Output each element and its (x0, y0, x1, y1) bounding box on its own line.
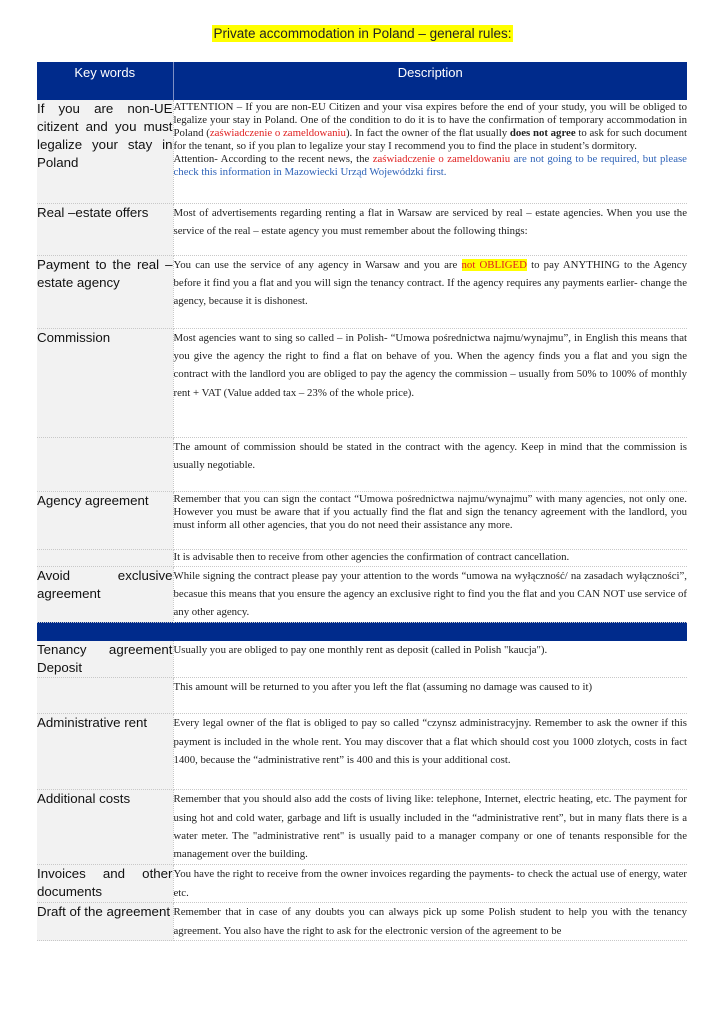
divider-right (173, 622, 687, 641)
desc-commission-note: The amount of commission should be stated in the contract with the agency. Keep in mind that the commission is usually negotiable. (173, 437, 687, 491)
desc-deposit-note: This amount will be returned to you after you left the flat (assuming no damage was caused to it) (173, 678, 687, 714)
table-row-agency-note (37, 549, 687, 566)
desc-payment-text-1: You can use the service of any agency in Warsaw and you are (173, 258, 462, 271)
desc-non-eu-text-1: ATTENTION – If you are non-EU Citizen and your visa expires before the end of your study, you will be obliged to legalize your stay in Poland. One of the condition to do it is to have the confirmation of temporary accommodation in Poland ( (173, 101, 687, 139)
desc-payment (173, 255, 687, 328)
key-empty (37, 678, 173, 714)
desc-additional-costs: Remember that you should also add the costs of living like: telephone, Internet, electric heating, etc. The payment for using hot and cold water, garbage and lift is usually included in the “administrative rent”, but in many flats there is a water meter. The "administrative rent" is usually paid to a manager company or one of tenants responsible for the management over the building. (173, 790, 687, 865)
desc-non-eu-bold: does not agree (509, 127, 576, 139)
desc-real-estate: Most of advertisements regarding renting a flat in Warsaw are serviced by real – estate agencies. When you use the service of the real – estate agency you must remember about the following things: (173, 203, 687, 255)
table-row-agency (37, 491, 687, 549)
desc-non-eu-text-2: ). In fact the owner of the flat usually (345, 127, 510, 139)
key-empty (37, 549, 173, 566)
divider-left (37, 622, 173, 641)
desc-non-eu (173, 100, 687, 203)
table-row-draft (37, 903, 687, 941)
desc-non-eu-blue: are not going to be required, but please check this information in Mazowiecki Urząd Wojewódzki first. (173, 153, 687, 178)
table-row-deposit-note (37, 678, 687, 714)
key-exclusive: Avoid exclusive agreement (37, 566, 173, 622)
desc-payment-text-2: to pay ANYTHING to the Agency before it find you a flat and you will sign the tenancy contract. If the agency requires any payments earlier- change the agency, because it is dishonest. (173, 258, 687, 308)
page-title (0, 26, 725, 41)
key-additional-costs: Additional costs (37, 790, 173, 865)
key-commission: Commission (37, 328, 173, 437)
desc-admin-rent: Every legal owner of the flat is obliged to pay so called “czynsz administracyjny. Remember to ask the owner if this payment is included in the whole rent. You may discover that a flat which should cost you 1000 zlotych, costs in fact 1400, because the “administrative rent” is 400 and this is your additional cost. (173, 714, 687, 790)
key-empty (37, 437, 173, 491)
desc-non-eu-red-1: zaświadczenie o zameldowaniu (209, 127, 346, 139)
table-header-row (37, 62, 687, 100)
key-admin-rent: Administrative rent (37, 714, 173, 790)
table-row-admin-rent (37, 714, 687, 790)
desc-agency: Remember that you can sign the contact “Umowa pośrednictwa najmu/wynajmu” with many agencies, not only one. However you must be aware that if you actually find the flat and sign the tenancy agreement with the landlord, you must inform all other agencies, that you do not need their assistance any more. (173, 491, 687, 549)
section-divider (37, 622, 687, 641)
desc-agency-note: It is advisable then to receive from other agencies the confirmation of contract cancellation. (173, 549, 687, 566)
header-key-words: Key words (37, 62, 173, 100)
desc-non-eu-red-2: zaświadczenie o zameldowaniu (372, 153, 511, 165)
rules-table (37, 62, 687, 941)
table-row-exclusive (37, 566, 687, 622)
key-deposit: Tenancy agreement Deposit (37, 641, 173, 678)
key-payment: Payment to the real –estate agency (37, 255, 173, 328)
table-row-additional-costs (37, 790, 687, 865)
desc-non-eu-text-4: Attention- According to the recent news, the (173, 153, 373, 165)
table-row-deposit (37, 641, 687, 678)
table-row-commission (37, 328, 687, 437)
desc-exclusive: While signing the contract please pay your attention to the words “umowa na wyłączność/ na zasadach wyłączności”, becasue this means that you ensure the agency an exclusive right to find you the flat and you CAN NOT use service of any other agency. (173, 566, 687, 622)
key-draft: Draft of the agreement (37, 903, 173, 941)
desc-invoices: You have the right to receive from the owner invoices regarding the payments- to check the actual use of energy, water etc. (173, 865, 687, 903)
table-row-commission-note (37, 437, 687, 491)
key-invoices: Invoices and other documents (37, 865, 173, 903)
desc-deposit: Usually you are obliged to pay one monthly rent as deposit (called in Polish "kaucja"). (173, 641, 687, 678)
desc-draft: Remember that in case of any doubts you can always pick up some Polish student to help you with the tenancy agreement. You also have the right to ask for the electronic version of the agreement to be (173, 903, 687, 941)
key-non-eu: If you are non-UE citizent and you must legalize your stay in Poland (37, 100, 173, 203)
table-row-real-estate (37, 203, 687, 255)
desc-commission: Most agencies want to sing so called – in Polish- “Umowa pośrednictwa najmu/wynajmu”, in English this means that you give the agency the right to find a flat on behave of you. When the agency finds you a flat and you sign the contract with the landlord you are obliged to pay the agency the commission – usually from 50% to 100% of monthly rent + VAT (Value added tax – 23% of the whole price). (173, 328, 687, 437)
table-row-invoices (37, 865, 687, 903)
table-row-non-eu (37, 100, 687, 203)
desc-payment-highlight: not OBLIGED (461, 258, 527, 271)
table-row-payment (37, 255, 687, 328)
key-agency: Agency agreement (37, 491, 173, 549)
header-description: Description (173, 62, 687, 100)
desc-non-eu-text-3: to ask for such document for the tenant, so if you plan to legalize your stay I recommend you to find the place in student’s dormitory. (173, 127, 687, 152)
key-real-estate: Real –estate offers (37, 203, 173, 255)
page-title-text: Private accommodation in Poland – general rules: (213, 26, 512, 41)
